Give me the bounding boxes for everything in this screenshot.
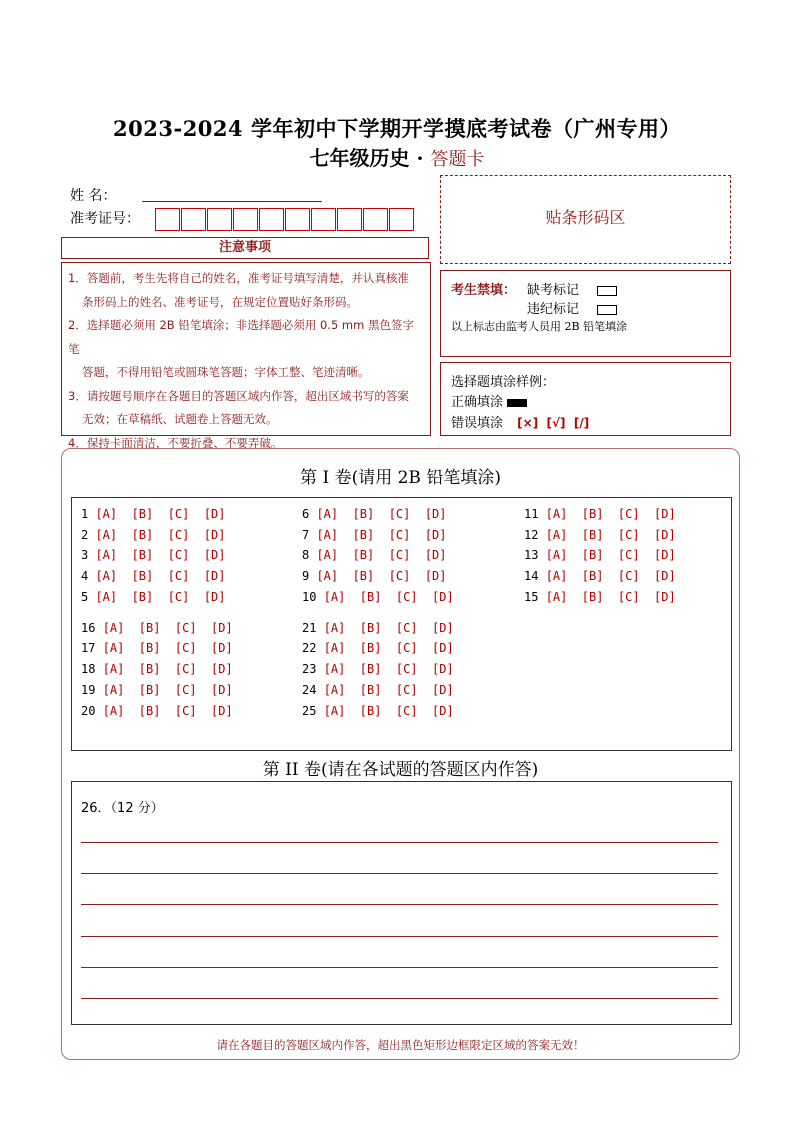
answer-options[interactable]: [A] [B] [C] [D] bbox=[95, 590, 226, 604]
footer-warning: 请在各题目的答题区域内作答，超出黑色矩形边框限定区域的答案无效！ bbox=[216, 1038, 585, 1052]
question-number: 14 bbox=[524, 569, 546, 583]
wrong-fill-samples: [×] [√] [/] bbox=[517, 416, 590, 430]
forbid-note: 以上标志由监考人员用 2B 铅笔填涂 bbox=[451, 320, 628, 333]
answer-options[interactable]: [A] [B] [C] [D] bbox=[102, 621, 233, 635]
answer-line[interactable] bbox=[81, 998, 718, 999]
mcq-question-8 bbox=[302, 548, 447, 562]
question-number: 17 bbox=[81, 641, 103, 655]
answer-line[interactable] bbox=[81, 842, 718, 843]
notice-item-2-cont: 答题，不得用铅笔或圆珠笔答题；字体工整、笔迹清晰。 bbox=[82, 365, 370, 379]
exam-subtitle bbox=[0, 142, 794, 171]
correct-fill-sample bbox=[507, 399, 527, 407]
question-26-label: 26．（12 分） bbox=[81, 801, 164, 816]
answer-options[interactable]: [A] [B] [C] [D] bbox=[316, 507, 447, 521]
answer-options[interactable]: [A] [B] [C] [D] bbox=[95, 548, 226, 562]
part1-title: 第 I 卷(请用 2B 铅笔填涂) bbox=[300, 468, 501, 488]
wrong-fill-label: 错误填涂 bbox=[451, 416, 504, 431]
answer-line[interactable] bbox=[81, 904, 718, 905]
question-number: 23 bbox=[302, 662, 324, 676]
answer-options[interactable]: [A] [B] [C] [D] bbox=[102, 641, 233, 655]
mcq-question-14 bbox=[524, 569, 676, 583]
exam-title: 2023-2024 学年初中下学期开学摸底考试卷（广州专用） bbox=[113, 116, 681, 141]
question-number: 1 bbox=[81, 507, 96, 521]
answer-options[interactable]: [A] [B] [C] [D] bbox=[323, 704, 454, 718]
fill-example-panel bbox=[440, 362, 731, 436]
answer-options[interactable]: [A] [B] [C] [D] bbox=[95, 569, 226, 583]
notice-panel bbox=[61, 262, 431, 450]
essay-block bbox=[71, 781, 732, 1025]
mcq-question-17 bbox=[81, 641, 233, 655]
id-digit-box[interactable] bbox=[207, 208, 232, 231]
notice-title: 注意事项 bbox=[61, 237, 429, 259]
mcq-question-4 bbox=[81, 569, 226, 583]
answer-options[interactable]: [A] [B] [C] [D] bbox=[316, 548, 447, 562]
mcq-question-21 bbox=[302, 621, 454, 635]
id-digit-box[interactable] bbox=[259, 208, 284, 231]
answer-options[interactable]: [A] [B] [C] [D] bbox=[323, 641, 454, 655]
answer-options[interactable]: [A] [B] [C] [D] bbox=[545, 590, 676, 604]
absent-mark-label: 缺考标记 bbox=[527, 283, 580, 298]
question-number: 10 bbox=[302, 590, 324, 604]
answer-options[interactable]: [A] [B] [C] [D] bbox=[102, 662, 233, 676]
mcq-question-23 bbox=[302, 662, 454, 676]
mcq-question-24 bbox=[302, 683, 454, 697]
answer-options[interactable]: [A] [B] [C] [D] bbox=[323, 662, 454, 676]
question-number: 21 bbox=[302, 621, 324, 635]
answer-options[interactable]: [A] [B] [C] [D] bbox=[323, 683, 454, 697]
mcq-question-22 bbox=[302, 641, 454, 655]
correct-fill-row bbox=[451, 391, 527, 410]
id-digit-box[interactable] bbox=[155, 208, 180, 231]
answer-options[interactable]: [A] [B] [C] [D] bbox=[323, 621, 454, 635]
notice-item-2: 2．选择题必须用 2B 铅笔填涂；非选择题必须用 0.5 mm 黑色签字笔 bbox=[68, 318, 414, 356]
answer-line[interactable] bbox=[81, 936, 718, 937]
question-number: 24 bbox=[302, 683, 324, 697]
id-digit-box[interactable] bbox=[363, 208, 388, 231]
id-digit-box[interactable] bbox=[181, 208, 206, 231]
question-number: 2 bbox=[81, 528, 96, 542]
answer-options[interactable]: [A] [B] [C] [D] bbox=[545, 569, 676, 583]
name-label: 姓 名： bbox=[70, 188, 117, 204]
question-number: 6 bbox=[302, 507, 317, 521]
mcq-question-7 bbox=[302, 528, 447, 542]
question-number: 25 bbox=[302, 704, 324, 718]
question-number: 11 bbox=[524, 507, 546, 521]
answer-options[interactable]: [A] [B] [C] [D] bbox=[102, 704, 233, 718]
id-digit-box[interactable] bbox=[285, 208, 310, 231]
id-digit-box[interactable] bbox=[389, 208, 414, 231]
mcq-question-20 bbox=[81, 704, 233, 718]
mcq-question-6 bbox=[302, 507, 447, 521]
question-number: 3 bbox=[81, 548, 96, 562]
question-number: 8 bbox=[302, 548, 317, 562]
question-number: 7 bbox=[302, 528, 317, 542]
id-digit-box[interactable] bbox=[337, 208, 362, 231]
answer-options[interactable]: [A] [B] [C] [D] bbox=[95, 507, 226, 521]
name-field[interactable] bbox=[142, 200, 322, 202]
mcq-block bbox=[71, 497, 732, 751]
answer-options[interactable]: [A] [B] [C] [D] bbox=[323, 590, 454, 604]
id-number-boxes[interactable] bbox=[155, 208, 415, 231]
answer-line[interactable] bbox=[81, 873, 718, 874]
barcode-area: 贴条形码区 bbox=[440, 175, 731, 264]
notice-item-3: 3．请按题号顺序在各题目的答题区域内作答，超出区域书写的答案 bbox=[68, 388, 409, 403]
question-number: 20 bbox=[81, 704, 103, 718]
question-number: 5 bbox=[81, 590, 96, 604]
mcq-question-16 bbox=[81, 621, 233, 635]
notice-item-1-cont: 条形码上的姓名、准考证号，在规定位置贴好条形码。 bbox=[82, 294, 358, 309]
mcq-question-10 bbox=[302, 590, 454, 604]
id-label: 准考证号： bbox=[70, 211, 140, 227]
mcq-question-15 bbox=[524, 590, 676, 604]
answer-options[interactable]: [A] [B] [C] [D] bbox=[95, 528, 226, 542]
mcq-question-1 bbox=[81, 507, 226, 521]
id-digit-box[interactable] bbox=[311, 208, 336, 231]
notice-item-1: 1．答题前，考生先将自己的姓名，准考证号填写清楚，并认真核准 bbox=[68, 271, 409, 285]
question-number: 18 bbox=[81, 662, 103, 676]
mcq-question-5 bbox=[81, 590, 226, 604]
mcq-question-2 bbox=[81, 528, 226, 542]
mcq-question-18 bbox=[81, 662, 233, 676]
subtitle-separator: · bbox=[416, 146, 424, 170]
mcq-question-12 bbox=[524, 528, 676, 542]
answer-options[interactable]: [A] [B] [C] [D] bbox=[545, 528, 676, 542]
mcq-question-9 bbox=[302, 569, 447, 583]
question-number: 12 bbox=[524, 528, 546, 542]
violation-mark-box[interactable] bbox=[597, 305, 617, 315]
question-number: 15 bbox=[524, 590, 546, 604]
mcq-question-25 bbox=[302, 704, 454, 718]
subtitle-text: 七年级历史 bbox=[309, 146, 410, 170]
question-number: 4 bbox=[81, 569, 96, 583]
wrong-fill-row bbox=[451, 412, 589, 431]
part2-title: 第 II 卷(请在各试题的答题区内作答) bbox=[262, 760, 539, 780]
violation-mark-label: 违纪标记 bbox=[527, 302, 580, 317]
question-number: 16 bbox=[81, 621, 103, 635]
correct-fill-label: 正确填涂 bbox=[451, 395, 504, 410]
question-number: 9 bbox=[302, 569, 317, 583]
absent-mark-box[interactable] bbox=[597, 286, 617, 296]
mcq-question-3 bbox=[81, 548, 226, 562]
forbid-panel bbox=[440, 270, 731, 357]
absent-mark-row bbox=[527, 279, 617, 298]
forbid-label: 考生禁填： bbox=[451, 283, 517, 298]
violation-mark-row bbox=[527, 298, 617, 317]
id-digit-box[interactable] bbox=[233, 208, 258, 231]
answer-line[interactable] bbox=[81, 967, 718, 968]
answer-options[interactable]: [A] [B] [C] [D] bbox=[316, 569, 447, 583]
question-number: 19 bbox=[81, 683, 103, 697]
notice-item-4: 4．保持卡面清洁，不要折叠、不要弄破。 bbox=[68, 435, 283, 450]
subtitle-suffix: 答题卡 bbox=[430, 149, 485, 170]
mcq-question-11 bbox=[524, 507, 676, 521]
answer-options[interactable]: [A] [B] [C] [D] bbox=[545, 507, 676, 521]
answer-options[interactable]: [A] [B] [C] [D] bbox=[316, 528, 447, 542]
fill-example-title: 选择题填涂样例： bbox=[451, 375, 556, 390]
question-number: 13 bbox=[524, 548, 546, 562]
answer-options[interactable]: [A] [B] [C] [D] bbox=[545, 548, 676, 562]
mcq-question-19 bbox=[81, 683, 233, 697]
mcq-question-13 bbox=[524, 548, 676, 562]
answer-options[interactable]: [A] [B] [C] [D] bbox=[102, 683, 233, 697]
question-number: 22 bbox=[302, 641, 324, 655]
notice-item-3-cont: 无效；在草稿纸、试题卷上答题无效。 bbox=[82, 412, 278, 426]
